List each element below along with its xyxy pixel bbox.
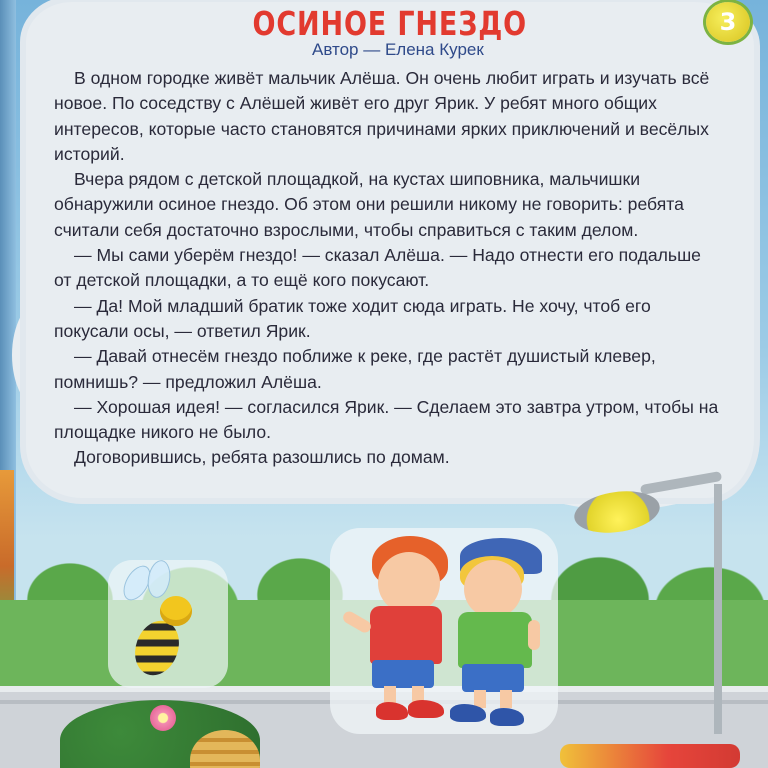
boy-alyosha-shoe <box>376 702 408 720</box>
street-lamp-pole <box>714 484 722 734</box>
boy-yarik-shorts <box>462 664 524 692</box>
story-paragraph: — Давай отнесём гнездо поближе к реке, где растёт душистый клевер, помнишь? — предложил Алёша. <box>54 346 656 392</box>
story-paragraph: — Хорошая идея! — согласился Ярик. — Сделаем это завтра утром, чтобы на площадке никого не было. <box>54 396 719 443</box>
title-word: ГНЕЗДО <box>397 4 527 43</box>
boy-alyosha-shoe <box>408 700 444 718</box>
story-paragraph: — Да! Мой младший братик тоже ходит сюда играть. Не хочу, чтоб его покусали осы, — ответил Ярик. <box>54 295 651 341</box>
boy-alyosha-shirt <box>370 606 442 664</box>
story-title <box>75 4 705 43</box>
story-paragraph: Вчера рядом с детской площадкой, на кустах шиповника, мальчишки обнаружили осиное гнездо. Об этом они решили никому не говорить: ребята считали себя достаточно взрослыми, чтобы справиться с таким делом. <box>54 169 684 240</box>
boy-alyosha-shorts <box>372 660 434 688</box>
author-line: Автор — Елена Курек <box>312 40 484 59</box>
page-number-badge: 3 <box>706 2 750 42</box>
boy-yarik-shoe <box>490 708 524 726</box>
story-paragraph: — Мы сами уберём гнездо! — сказал Алёша. — Надо отнести его подальше от детской площадки, а то ещё кого покусают. <box>54 245 701 291</box>
story-paragraph: Договорившись, ребята разошлись по домам. <box>74 447 450 468</box>
story-paragraph: В одном городке живёт мальчик Алёша. Он очень любит играть и изучать всё новое. По соседству с Алёшей живёт его друг Ярик. У ребят много общих интересов, которые часто становятся причинами ярких приключений и весёлых историй. <box>54 68 710 164</box>
scooter-icon <box>560 744 740 768</box>
boy-yarik-shoe <box>450 704 486 722</box>
boy-alyosha-figure <box>378 552 440 614</box>
flower-icon <box>150 705 176 731</box>
story-text <box>54 66 719 471</box>
boy-yarik-arm <box>528 620 540 650</box>
title-word: ОСИНОЕ <box>252 4 388 43</box>
boy-yarik-leg <box>500 690 512 708</box>
boy-yarik-figure <box>464 560 522 618</box>
wasp-head <box>160 596 192 626</box>
boy-yarik-shirt <box>458 612 532 668</box>
